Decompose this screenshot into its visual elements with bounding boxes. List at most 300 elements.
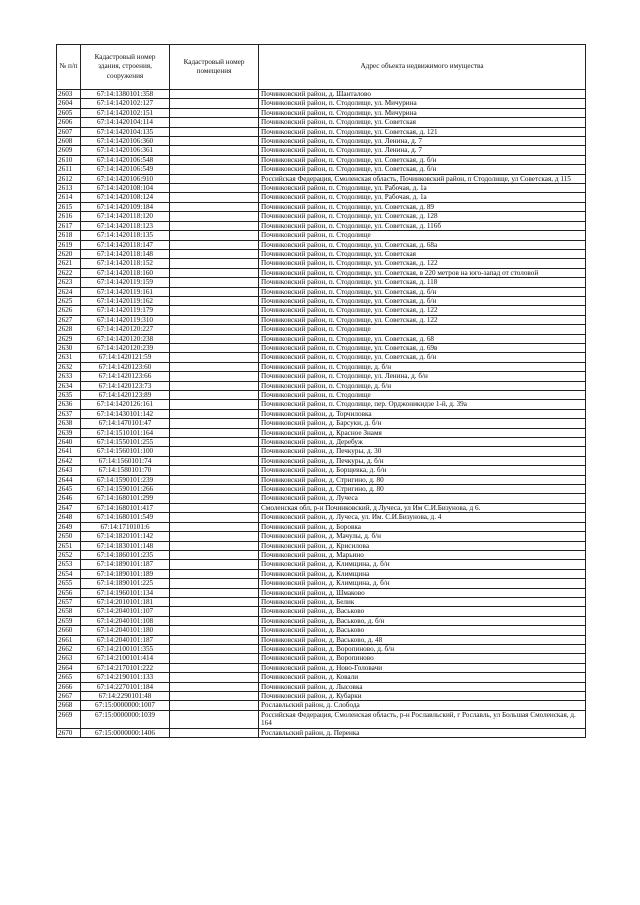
row-number: 2649: [57, 522, 81, 531]
cadastral-number: 67:14:1420118:120: [81, 212, 170, 221]
room-cadastral-number: [170, 456, 259, 465]
cadastral-number: 67:14:1420119:162: [81, 296, 170, 305]
cadastral-number: 67:14:1860101:235: [81, 550, 170, 559]
table-row: [57, 409, 586, 418]
room-cadastral-number: [170, 372, 259, 381]
row-number: 2658: [57, 607, 81, 616]
cadastral-number: 67:14:1560101:74: [81, 456, 170, 465]
address: Починковский район, п. Стодолище, ул. Советская, д. б/н: [259, 165, 586, 174]
address: Починковский район, п. Стодолище, ул. Ленина, д. 7: [259, 137, 586, 146]
row-number: 2669: [57, 710, 81, 728]
address: Починковский район, д. Красное Знамя: [259, 428, 586, 437]
address: Починковский район, п. Стодолище, д. б/н: [259, 362, 586, 371]
row-number: 2631: [57, 353, 81, 362]
row-number: 2629: [57, 334, 81, 343]
address: Починковский район, п. Стодолище, ул. Рабочая, д. 1а: [259, 193, 586, 202]
cadastral-number: 67:14:1420123:89: [81, 391, 170, 400]
cadastral-number: 67:14:1680101:299: [81, 494, 170, 503]
table-row: [57, 626, 586, 635]
row-number: 2657: [57, 597, 81, 606]
cadastral-number: 67:14:1550101:255: [81, 438, 170, 447]
room-cadastral-number: [170, 466, 259, 475]
room-cadastral-number: [170, 108, 259, 117]
cadastral-number: 67:14:1420118:135: [81, 231, 170, 240]
cadastral-number: 67:14:1960101:134: [81, 588, 170, 597]
row-number: 2607: [57, 127, 81, 136]
cadastral-number: 67:15:0000000:1039: [81, 710, 170, 728]
room-cadastral-number: [170, 249, 259, 258]
cadastral-number: 67:14:1420123:60: [81, 362, 170, 371]
table-row: [57, 137, 586, 146]
table-row: [57, 108, 586, 117]
room-cadastral-number: [170, 268, 259, 277]
table-row: [57, 334, 586, 343]
cadastral-number: 67:14:1420104:135: [81, 127, 170, 136]
row-number: 2645: [57, 485, 81, 494]
address: Починковский район, д. Лучеса, ул. Им. С.И.Бизунова, д. 4: [259, 513, 586, 522]
room-cadastral-number: [170, 588, 259, 597]
row-number: 2620: [57, 249, 81, 258]
property-register-table: [56, 44, 586, 738]
cadastral-number: 67:14:2040101:180: [81, 626, 170, 635]
row-number: 2632: [57, 362, 81, 371]
room-cadastral-number: [170, 438, 259, 447]
row-number: 2610: [57, 155, 81, 164]
row-number: 2628: [57, 325, 81, 334]
table-row: [57, 607, 586, 616]
cadastral-number: 67:14:1590101:239: [81, 475, 170, 484]
address: Починковский район, п. Стодолище, ул. Советская, д. б/н: [259, 296, 586, 305]
row-number: 2633: [57, 372, 81, 381]
table-row: [57, 438, 586, 447]
address: Починковский район, п. Стодолище, ул. Советская, д. 118: [259, 278, 586, 287]
cadastral-number: 67:14:1560101:100: [81, 447, 170, 456]
row-number: 2634: [57, 381, 81, 390]
address: Починковский район, д. Климщина, д. б/н: [259, 579, 586, 588]
row-number: 2661: [57, 635, 81, 644]
address: Починковский район, п. Стодолище, ул. Советская, д. 89: [259, 202, 586, 211]
address: Починковский район, д. Шанталово: [259, 90, 586, 99]
table-row: [57, 155, 586, 164]
cadastral-number: 67:14:1430101:142: [81, 409, 170, 418]
room-cadastral-number: [170, 513, 259, 522]
table-row: [57, 184, 586, 193]
address: Починковский район, п. Стодолище, ул. Советская, д. 68: [259, 334, 586, 343]
table-row: [57, 193, 586, 202]
room-cadastral-number: [170, 616, 259, 625]
room-cadastral-number: [170, 306, 259, 315]
address: Смоленская обл, р-н Починковский, д Лучеса, ул Им С.И.Бизунова, д 6.: [259, 503, 586, 512]
room-cadastral-number: [170, 607, 259, 616]
row-number: 2637: [57, 409, 81, 418]
cadastral-number: 67:14:1420106:361: [81, 146, 170, 155]
row-number: 2644: [57, 475, 81, 484]
table-row: [57, 532, 586, 541]
address: Починковский район, д. Васьково: [259, 607, 586, 616]
table-row: [57, 635, 586, 644]
row-number: 2666: [57, 682, 81, 691]
cadastral-number: 67:14:1830101:148: [81, 541, 170, 550]
table-row: [57, 728, 586, 737]
cadastral-number: 67:14:1420126:161: [81, 400, 170, 409]
address: Починковский район, п. Стодолище, ул. Мичурина: [259, 108, 586, 117]
header-address: Адрес объекта недвижимого имущества: [259, 45, 586, 90]
header-cadastral-building: Кадастровый номер здания, строения, сооружения: [81, 45, 170, 90]
room-cadastral-number: [170, 118, 259, 127]
table-row: [57, 381, 586, 390]
row-number: 2663: [57, 654, 81, 663]
table-row: [57, 202, 586, 211]
row-number: 2651: [57, 541, 81, 550]
table-row: [57, 325, 586, 334]
room-cadastral-number: [170, 165, 259, 174]
room-cadastral-number: [170, 673, 259, 682]
room-cadastral-number: [170, 334, 259, 343]
row-number: 2653: [57, 560, 81, 569]
room-cadastral-number: [170, 597, 259, 606]
cadastral-number: 67:14:1420106:910: [81, 174, 170, 183]
room-cadastral-number: [170, 381, 259, 390]
address: Починковский район, п. Стодолище, ул. Советская, д. 116б: [259, 221, 586, 230]
address: Починковский район, д. Белик: [259, 597, 586, 606]
row-number: 2670: [57, 728, 81, 737]
room-cadastral-number: [170, 90, 259, 99]
cadastral-number: 67:14:1420118:123: [81, 221, 170, 230]
table-row: [57, 597, 586, 606]
address: Рославльский район, д. Слобода: [259, 701, 586, 710]
address: Починковский район, д. Мачулы, д. б/н: [259, 532, 586, 541]
row-number: 2647: [57, 503, 81, 512]
room-cadastral-number: [170, 391, 259, 400]
cadastral-number: 67:14:1680101:549: [81, 513, 170, 522]
table-row: [57, 682, 586, 691]
row-number: 2606: [57, 118, 81, 127]
cadastral-number: 67:14:1420102:127: [81, 99, 170, 108]
cadastral-number: 67:14:1420118:148: [81, 249, 170, 258]
table-row: [57, 513, 586, 522]
address: Починковский район, д. Лучеса: [259, 494, 586, 503]
address: Починковский район, п. Стодолище, ул. Ленина, д. 7: [259, 146, 586, 155]
cadastral-number: 67:14:1420106:549: [81, 165, 170, 174]
table-row: [57, 701, 586, 710]
room-cadastral-number: [170, 654, 259, 663]
cadastral-number: 67:14:2290101:48: [81, 692, 170, 701]
cadastral-number: 67:14:1420123:73: [81, 381, 170, 390]
address: Починковский район, д. Стригино, д. 80: [259, 485, 586, 494]
row-number: 2655: [57, 579, 81, 588]
room-cadastral-number: [170, 428, 259, 437]
row-number: 2609: [57, 146, 81, 155]
room-cadastral-number: [170, 296, 259, 305]
address: Починковский район, п. Стодолище, ул. Советская: [259, 249, 586, 258]
cadastral-number: 67:14:1420123:66: [81, 372, 170, 381]
table-row: [57, 550, 586, 559]
row-number: 2639: [57, 428, 81, 437]
room-cadastral-number: [170, 174, 259, 183]
table-row: [57, 278, 586, 287]
cadastral-number: 67:15:0000000:1406: [81, 728, 170, 737]
room-cadastral-number: [170, 701, 259, 710]
row-number: 2648: [57, 513, 81, 522]
address: Починковский район, п. Стодолище, д. б/н: [259, 381, 586, 390]
address: Починковский район, п. Стодолище, ул. Советская, д. 128: [259, 212, 586, 221]
address: Починковский район, д. Борщевка, д. б/н: [259, 466, 586, 475]
address: Починковский район, п. Стодолище, ул. Советская, д. 122: [259, 306, 586, 315]
table-row: [57, 259, 586, 268]
cadastral-number: 67:14:1890101:225: [81, 579, 170, 588]
room-cadastral-number: [170, 184, 259, 193]
room-cadastral-number: [170, 626, 259, 635]
cadastral-number: 67:14:1420121:59: [81, 353, 170, 362]
row-number: 2654: [57, 569, 81, 578]
room-cadastral-number: [170, 663, 259, 672]
table-row: [57, 90, 586, 99]
row-number: 2652: [57, 550, 81, 559]
address: Починковский район, д. Лысовка: [259, 682, 586, 691]
address: Починковский район, д. Торчиловка: [259, 409, 586, 418]
address: Починковский район, д. Васьково: [259, 626, 586, 635]
room-cadastral-number: [170, 315, 259, 324]
table-row: [57, 174, 586, 183]
table-row: [57, 287, 586, 296]
table-row: [57, 212, 586, 221]
cadastral-number: 67:14:1420118:152: [81, 259, 170, 268]
table-row: [57, 560, 586, 569]
table-row: [57, 569, 586, 578]
table-row: [57, 268, 586, 277]
address: Российская Федерация, Смоленская область, Починковский район, п Стодолище, ул Советская, д 115: [259, 174, 586, 183]
cadastral-number: 67:14:2190101:133: [81, 673, 170, 682]
room-cadastral-number: [170, 569, 259, 578]
address: Починковский район, д. Боровка: [259, 522, 586, 531]
room-cadastral-number: [170, 259, 259, 268]
address: Починковский район, д. Ковали: [259, 673, 586, 682]
room-cadastral-number: [170, 560, 259, 569]
row-number: 2618: [57, 231, 81, 240]
room-cadastral-number: [170, 240, 259, 249]
cadastral-number: 67:14:1510101:164: [81, 428, 170, 437]
address: Починковский район, п. Стодолище, ул. Советская, д. б/н: [259, 155, 586, 164]
table-row: [57, 456, 586, 465]
cadastral-number: 67:14:1890101:187: [81, 560, 170, 569]
row-number: 2603: [57, 90, 81, 99]
room-cadastral-number: [170, 644, 259, 653]
row-number: 2613: [57, 184, 81, 193]
table-row: [57, 315, 586, 324]
room-cadastral-number: [170, 494, 259, 503]
cadastral-number: 67:14:1420119:159: [81, 278, 170, 287]
table-row: [57, 306, 586, 315]
room-cadastral-number: [170, 447, 259, 456]
cadastral-number: 67:14:1890101:189: [81, 569, 170, 578]
cadastral-number: 67:14:2010101:181: [81, 597, 170, 606]
row-number: 2665: [57, 673, 81, 682]
address: Починковский район, п. Стодолище, ул. Рабочая, д. 1а: [259, 184, 586, 193]
row-number: 2623: [57, 278, 81, 287]
table-row: [57, 99, 586, 108]
address: Починковский район, д. Васьково, д. б/н: [259, 616, 586, 625]
row-number: 2605: [57, 108, 81, 117]
address: Починковский район, п. Стодолище, ул. Советская, д. 68а: [259, 240, 586, 249]
cadastral-number: 67:14:1420120:239: [81, 343, 170, 352]
cadastral-number: 67:14:1420102:151: [81, 108, 170, 117]
row-number: 2664: [57, 663, 81, 672]
address: Починковский район, д. Печкуры, д. б/н: [259, 456, 586, 465]
table-row: [57, 372, 586, 381]
cadastral-number: 67:14:2100101:414: [81, 654, 170, 663]
address: Починковский район, п. Стодолище, ул. Советская, д. 121: [259, 127, 586, 136]
table-row: [57, 663, 586, 672]
cadastral-number: 67:14:1420118:147: [81, 240, 170, 249]
address: Починковский район, д. Климщина: [259, 569, 586, 578]
table-row: [57, 127, 586, 136]
row-number: 2635: [57, 391, 81, 400]
cadastral-number: 67:14:1380101:358: [81, 90, 170, 99]
table-row: [57, 644, 586, 653]
cadastral-number: 67:14:1420108:104: [81, 184, 170, 193]
cadastral-number: 67:14:1470101:47: [81, 419, 170, 428]
address: Починковский район, п. Стодолище, ул. Ленина, д. б/н: [259, 372, 586, 381]
row-number: 2667: [57, 692, 81, 701]
cadastral-number: 67:14:2170101:222: [81, 663, 170, 672]
address: Починковский район, п. Стодолище: [259, 391, 586, 400]
address: Починковский район, п. Стодолище, ул. Советская, д. 122: [259, 259, 586, 268]
row-number: 2643: [57, 466, 81, 475]
room-cadastral-number: [170, 155, 259, 164]
cadastral-number: 67:14:2270101:184: [81, 682, 170, 691]
table-row: [57, 522, 586, 531]
address: Починковский район, п. Стодолище, ул. Советская, д. б/н: [259, 353, 586, 362]
row-number: 2636: [57, 400, 81, 409]
row-number: 2642: [57, 456, 81, 465]
table-row: [57, 692, 586, 701]
cadastral-number: 67:14:1420120:227: [81, 325, 170, 334]
room-cadastral-number: [170, 127, 259, 136]
room-cadastral-number: [170, 146, 259, 155]
row-number: 2617: [57, 221, 81, 230]
address: Починковский район, п. Стодолище, пер. Орджоникидзе 1-й, д. 39а: [259, 400, 586, 409]
address: Рославльский район, д. Перенка: [259, 728, 586, 737]
table-row: [57, 485, 586, 494]
cadastral-number: 67:14:2040101:108: [81, 616, 170, 625]
address: Починковский район, п. Стодолище: [259, 325, 586, 334]
room-cadastral-number: [170, 221, 259, 230]
address: Починковский район, д. Деребуж: [259, 438, 586, 447]
address: Починковский район, д. Барсуки, д. б/н: [259, 419, 586, 428]
row-number: 2608: [57, 137, 81, 146]
room-cadastral-number: [170, 409, 259, 418]
room-cadastral-number: [170, 728, 259, 737]
cadastral-number: 67:14:1710101:6: [81, 522, 170, 531]
cadastral-number: 67:14:2040101:187: [81, 635, 170, 644]
room-cadastral-number: [170, 287, 259, 296]
cadastral-number: 67:14:1420119:161: [81, 287, 170, 296]
room-cadastral-number: [170, 212, 259, 221]
room-cadastral-number: [170, 137, 259, 146]
header-num: № п/п: [57, 45, 81, 90]
room-cadastral-number: [170, 485, 259, 494]
row-number: 2640: [57, 438, 81, 447]
address: Починковский район, п. Стодолище, ул. Мичурина: [259, 99, 586, 108]
cadastral-number: 67:15:0000000:1007: [81, 701, 170, 710]
row-number: 2627: [57, 315, 81, 324]
row-number: 2621: [57, 259, 81, 268]
cadastral-number: 67:14:1590101:266: [81, 485, 170, 494]
cadastral-number: 67:14:2040101:107: [81, 607, 170, 616]
table-row: [57, 221, 586, 230]
address: Починковский район, п. Стодолище, ул. Советская, в 220 метров на юго-запад от столовой: [259, 268, 586, 277]
table-row: [57, 240, 586, 249]
room-cadastral-number: [170, 579, 259, 588]
row-number: 2614: [57, 193, 81, 202]
address: Починковский район, п. Стодолище, ул. Советская, д. 69в: [259, 343, 586, 352]
room-cadastral-number: [170, 325, 259, 334]
row-number: 2662: [57, 644, 81, 653]
room-cadastral-number: [170, 231, 259, 240]
table-row: [57, 343, 586, 352]
address: Починковский район, д. Печкуры, д. 30: [259, 447, 586, 456]
row-number: 2625: [57, 296, 81, 305]
cadastral-number: 67:14:1420109:184: [81, 202, 170, 211]
table-row: [57, 579, 586, 588]
address: Починковский район, д. Кубарки: [259, 692, 586, 701]
table-row: [57, 400, 586, 409]
address: Починковский район, д. Крисилова: [259, 541, 586, 550]
table-row: [57, 419, 586, 428]
cadastral-number: 67:14:1580101:70: [81, 466, 170, 475]
row-number: 2624: [57, 287, 81, 296]
address: Починковский район, д. Воропиново: [259, 654, 586, 663]
cadastral-number: 67:14:2100101:355: [81, 644, 170, 653]
address: Починковский район, д. Стригино, д. 80: [259, 475, 586, 484]
room-cadastral-number: [170, 475, 259, 484]
row-number: 2622: [57, 268, 81, 277]
room-cadastral-number: [170, 710, 259, 728]
room-cadastral-number: [170, 99, 259, 108]
cadastral-number: 67:14:1680101:417: [81, 503, 170, 512]
address: Починковский район, д. Васьково, д. 48: [259, 635, 586, 644]
room-cadastral-number: [170, 202, 259, 211]
row-number: 2626: [57, 306, 81, 315]
cadastral-number: 67:14:1820101:142: [81, 532, 170, 541]
cadastral-number: 67:14:1420119:310: [81, 315, 170, 324]
table-row: [57, 475, 586, 484]
room-cadastral-number: [170, 541, 259, 550]
row-number: 2646: [57, 494, 81, 503]
cadastral-number: 67:14:1420108:124: [81, 193, 170, 202]
row-number: 2604: [57, 99, 81, 108]
header-cadastral-room: Кадастровый номер помещения: [170, 45, 259, 90]
table-row: [57, 466, 586, 475]
cadastral-number: 67:14:1420119:179: [81, 306, 170, 315]
table-row: [57, 541, 586, 550]
address: Починковский район, п. Стодолище: [259, 231, 586, 240]
address: Починковский район, д. Ново-Головачи: [259, 663, 586, 672]
table-row: [57, 146, 586, 155]
table-row: [57, 588, 586, 597]
cadastral-number: 67:14:1420118:160: [81, 268, 170, 277]
table-row: [57, 494, 586, 503]
row-number: 2638: [57, 419, 81, 428]
room-cadastral-number: [170, 193, 259, 202]
table-row: [57, 616, 586, 625]
row-number: 2619: [57, 240, 81, 249]
row-number: 2615: [57, 202, 81, 211]
row-number: 2612: [57, 174, 81, 183]
table-row: [57, 710, 586, 728]
room-cadastral-number: [170, 343, 259, 352]
cadastral-number: 67:14:1420106:548: [81, 155, 170, 164]
